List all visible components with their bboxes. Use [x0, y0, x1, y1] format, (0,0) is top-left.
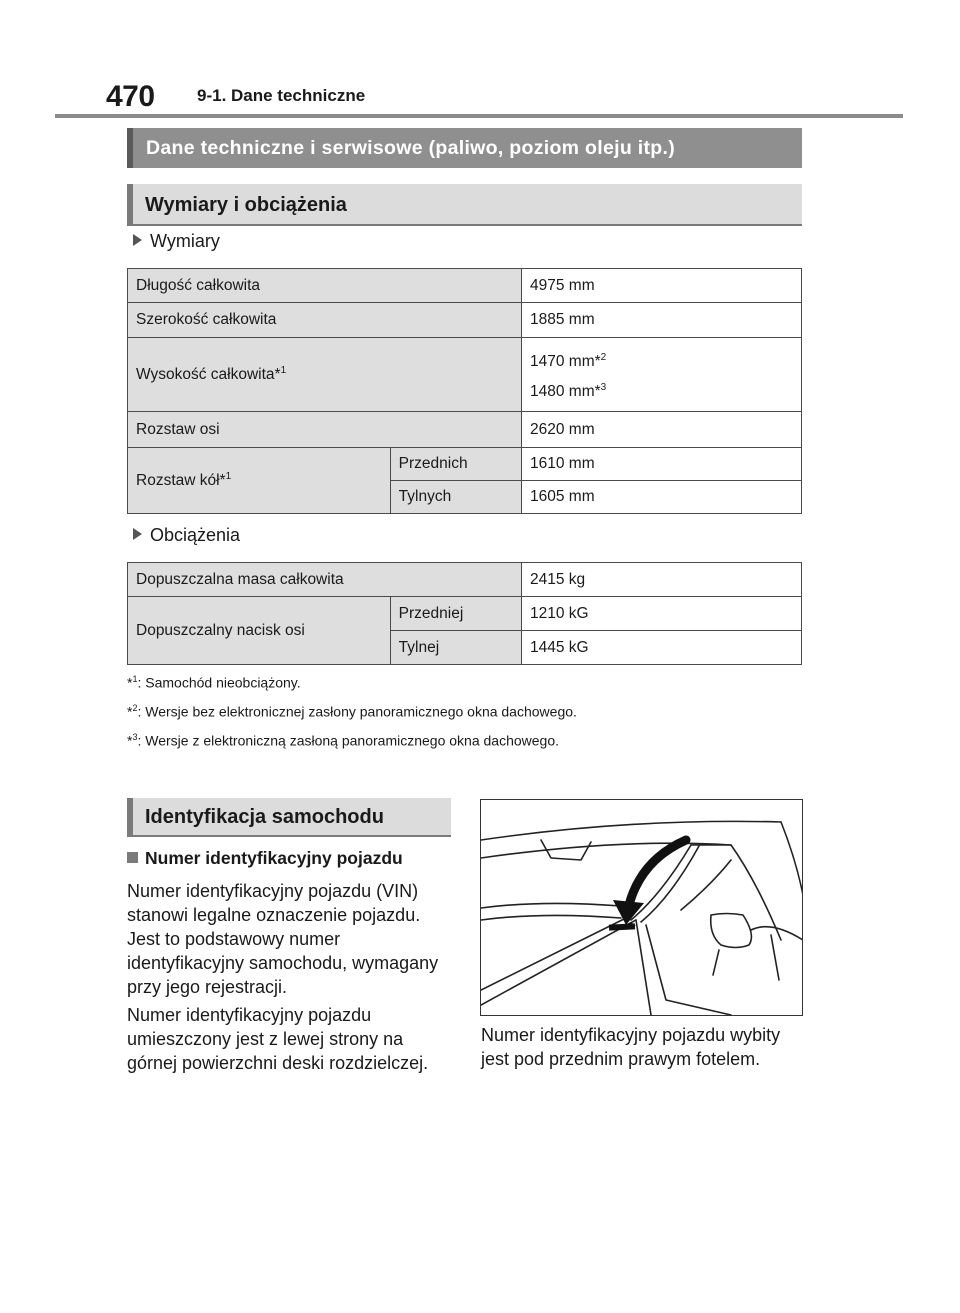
footnote-mark: 3: [132, 732, 138, 742]
cell-value: 1445 kG: [522, 631, 802, 665]
running-header: 9-1. Dane techniczne: [197, 86, 366, 105]
vin-paragraph-2: Numer identyfikacyjny pojazdu umieszczony jest z lewej strony na górnej powierzchni deski rozdzielczej.: [127, 1005, 429, 1073]
header-rule: [55, 114, 903, 118]
footnote-text: : Samochód nieobciążony.: [137, 674, 301, 691]
cell-value: [522, 338, 802, 412]
cell-value: 1605 mm: [522, 481, 802, 514]
vin-location-illustration: [480, 799, 803, 1016]
subheading-dimensions: [133, 231, 220, 252]
cell-label: Dopuszczalny nacisk osi: [128, 597, 391, 665]
arrow-icon: [613, 840, 686, 925]
footnote-text: : Wersje bez elektronicznej zasłony panoramicznego okna dachowego.: [137, 703, 577, 720]
value-text: 1470 mm*: [530, 353, 601, 371]
loads-table: [127, 562, 802, 665]
cell-value: 1885 mm: [522, 303, 802, 338]
cell-label: Szerokość całkowita: [128, 303, 522, 338]
cell-label: [128, 338, 522, 412]
footnote-mark: 1: [280, 364, 287, 376]
subheading-label: Wymiary: [150, 231, 220, 251]
cell-label: Dopuszczalna masa całkowita: [128, 563, 522, 597]
cell-sublabel: Tylnych: [390, 481, 521, 514]
footnote-mark: 2: [132, 703, 138, 713]
vin-subheading: [127, 848, 403, 869]
footnote-mark: 1: [225, 470, 232, 482]
cell-sublabel: Przedniej: [390, 597, 521, 631]
cell-sublabel: Tylnej: [390, 631, 521, 665]
table-row: [128, 338, 802, 412]
table-row: [128, 303, 802, 338]
cell-value: 4975 mm: [522, 269, 802, 303]
height-value-b: [530, 375, 793, 404]
page-number: 470: [106, 80, 155, 113]
height-value-a: [530, 345, 793, 374]
triangle-bullet-icon: [133, 234, 142, 246]
vin-paragraph-1: Numer identyfikacyjny pojazdu (VIN) stanowi legalne oznaczenie pojazdu. Jest to podstawowy numer identyfikacyjny samochodu, wymagany przy jego rejestracji.: [127, 881, 439, 997]
footnote-mark: 2: [600, 352, 607, 364]
triangle-bullet-icon: [133, 528, 142, 540]
footnote-mark: 3: [600, 381, 607, 393]
footnote-1: *$^1$: Samochód nieobciążony.: [127, 674, 301, 691]
subheading-loads: [133, 525, 240, 546]
footnote-3: *$^3$: Wersje z elektroniczną zasłoną panoramicznego okna dachowego.: [127, 732, 560, 749]
table-row: [128, 563, 802, 597]
footnote-mark: 1: [132, 674, 138, 684]
table-row: [128, 412, 802, 448]
car-windshield-drawing: [481, 800, 803, 1016]
cell-label: Długość całkowita: [128, 269, 522, 303]
height-label: Wysokość całkowita*: [136, 366, 281, 384]
cell-value: 1610 mm: [522, 448, 802, 481]
square-bullet-icon: [127, 852, 138, 863]
footnote-2: *$^2$: Wersje bez elektronicznej zasłony panoramicznego okna dachowego.: [127, 703, 577, 720]
value-text: 1480 mm*: [530, 382, 601, 400]
cell-value: 2620 mm: [522, 412, 802, 448]
table-row: [128, 269, 802, 303]
cell-label: Rozstaw osi: [128, 412, 522, 448]
cell-value: 1210 kG: [522, 597, 802, 631]
dimensions-table: [127, 268, 802, 514]
vin-subheading-text: Numer identyfikacyjny pojazdu: [145, 848, 403, 868]
section-heading-identification: Identyfikacja samochodu: [127, 798, 451, 837]
cell-label: [128, 448, 391, 514]
section-heading-dimensions: Wymiary i obciążenia: [127, 184, 802, 226]
cell-value: 2415 kg: [522, 563, 802, 597]
subheading-label: Obciążenia: [150, 525, 241, 545]
chapter-banner: Dane techniczne i serwisowe (paliwo, poziom oleju itp.): [127, 128, 802, 168]
cell-sublabel: Przednich: [390, 448, 521, 481]
vin-caption: Numer identyfikacyjny pojazdu wybity jest pod przednim prawym fotelem.: [481, 1025, 781, 1069]
track-label: Rozstaw kół*: [136, 472, 226, 490]
table-row: [128, 597, 802, 631]
table-row: [128, 448, 802, 481]
footnote-text: : Wersje z elektroniczną zasłoną panoramicznego okna dachowego.: [137, 732, 560, 749]
